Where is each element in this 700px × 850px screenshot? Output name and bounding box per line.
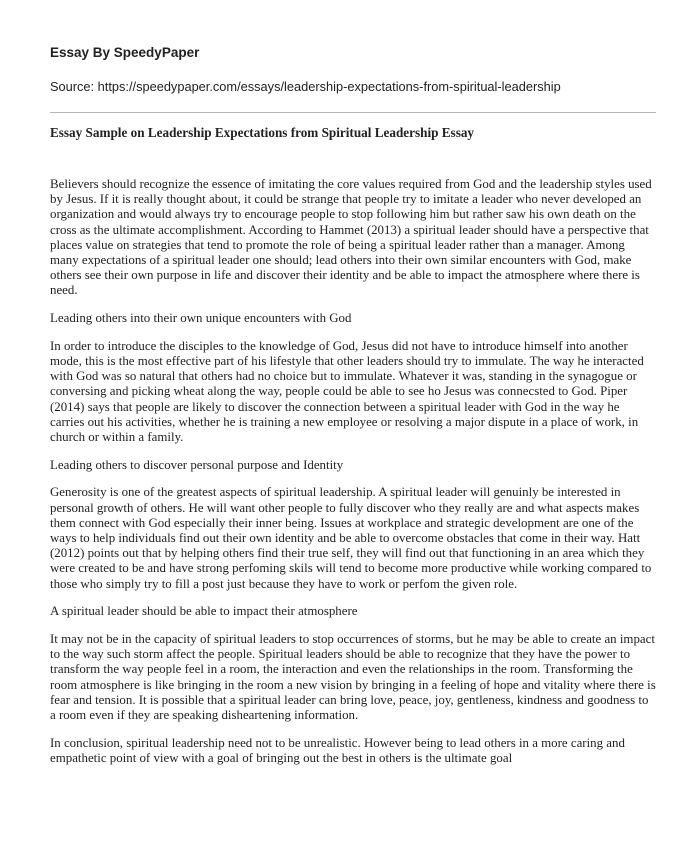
essay-body [50, 177, 656, 766]
header-divider [50, 112, 656, 113]
essay-author-line: Essay By SpeedyPaper [50, 45, 200, 60]
section-heading-purpose: Leading others to discover personal purpose and Identity [50, 457, 344, 472]
section-heading-encounters: Leading others into their own unique encounters with God [50, 311, 352, 326]
paragraph-encounters: In order to introduce the disciples to the knowledge of God, Jesus did not have to introduce himself into another mode, this is the most effective part of his lifestyle that other leaders should try to immulate. The way he interacted with God was so natural that others had no choice but to immulate. Whatever it was, standing in the synagogue or conversing and picking wheat along the way, people could be able to see ho Jesus was connecsted to God. Piper (2014) says that people are likely to discover the connection between a spiritual leader with God in the way he carries out his activities, whether he is training a new employee or resolving a major dispute in a place of work, in church or within a family. [50, 338, 644, 445]
paragraph-atmosphere: It may not be in the capacity of spiritual leaders to stop occurrences of storms, but he may be able to create an impact to the way such storm affect the people. Spiritual leaders should be able to recognize that they have the power to transform the way people feel in a room, the interaction and even the relationships in the room. Transforming the room atmosphere is like bringing in the room a new vision by bringing in a feeling of hope and vitality where there is fear and tension. It is possible that a spiritual leader can bring love, peace, joy, gentleness, kindness and goodness to a room even if they are speaking disheartening information. [50, 632, 656, 723]
intro-paragraph: Believers should recognize the essence of imitating the core values required from God and the leadership styles used by Jesus. If it is really thought about, it could be strange that people try to imitate a leader who never developed an organization and would always try to encourage people to stop following him but rather saw his own death on the cross as the ultimate accomplishment. According to Hammet (2013) a spiritual leader should have a perspective that places value on strategies that tend to promote the role of being a spiritual leader rather than a manager. Among many expectations of a spiritual leader one should; lead others into their own similar encounters with God, make others see their own purpose in life and discover their identity and be able to impact the atmosphere where there is need. [50, 177, 652, 298]
section-heading-atmosphere: A spiritual leader should be able to impact their atmosphere [50, 604, 358, 619]
conclusion-paragraph: In conclusion, spiritual leadership need not to be unrealistic. However being to lead others in a more caring and empathetic point of view with a goal of bringing out the best in others is the ultimate goal [50, 735, 625, 765]
document-header [50, 0, 656, 94]
paragraph-purpose: Generosity is one of the greatest aspects of spiritual leadership. A spiritual leader will genuinly be interested in personal growth of others. He will want other people to fully discover who they really are and what aspects makes them connect with God especially their inner being. Issues at workplace and strategic development are one of the ways to help individuals find out their own identity and be able to overcome obstacles that come in their way. Hatt (2012) points out that by helping others find their true self, they will find out that functioning in an area which they were created to be and have strong perfoming skils will tend to become more productive while working compared to those who simply try to fill a post just because they have to work or perfom the given role. [50, 485, 652, 591]
source-line: Source: https://speedypaper.com/essays/leadership-expectations-from-spiritual-leadership [50, 79, 561, 94]
essay-title: Essay Sample on Leadership Expectations from Spiritual Leadership Essay [50, 125, 475, 140]
